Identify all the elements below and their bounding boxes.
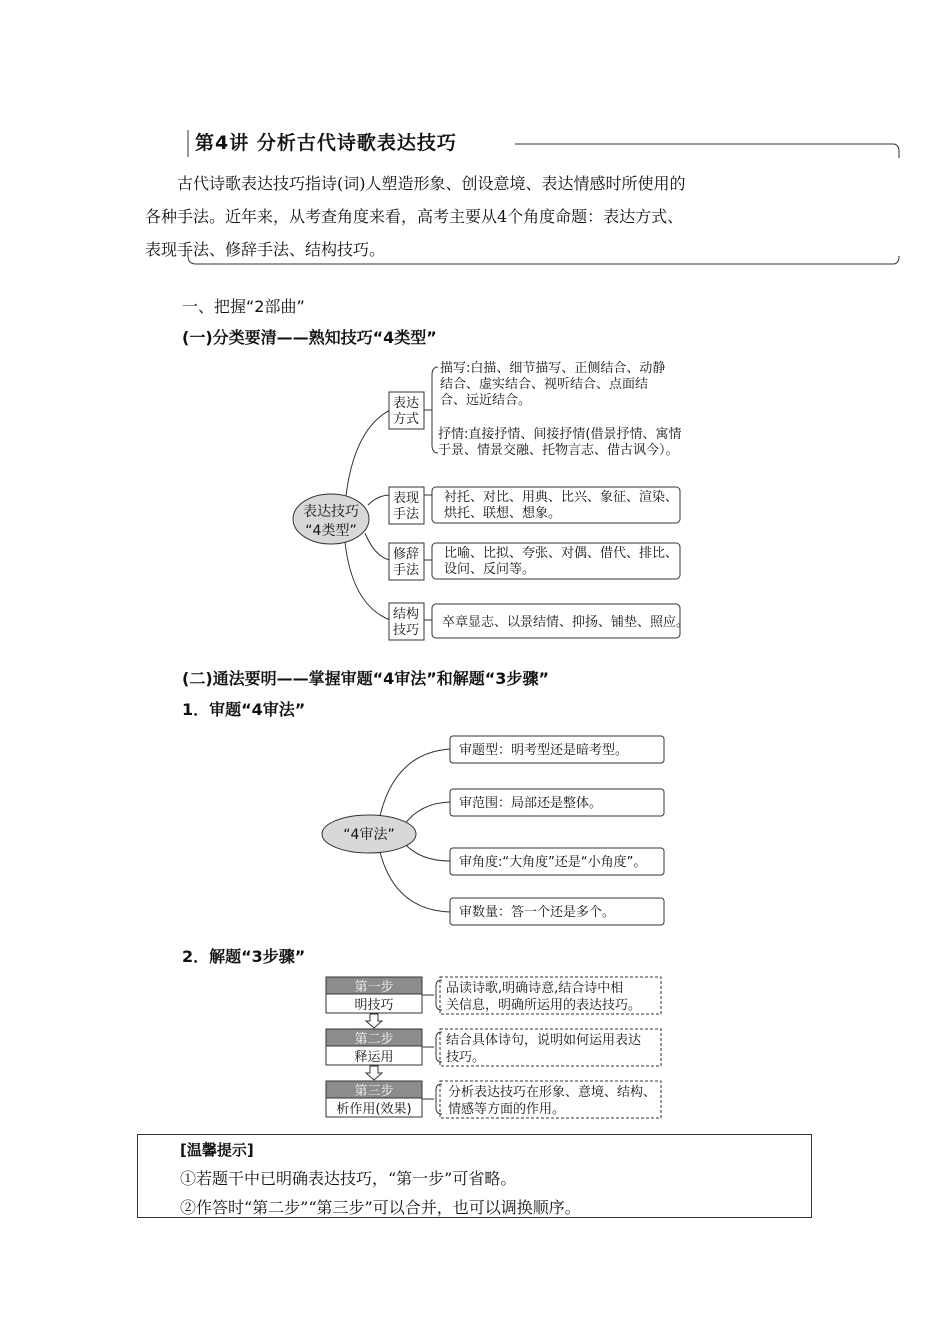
branch-label: 方式 <box>392 412 420 427</box>
branch-label: 表现 <box>392 491 420 506</box>
center-line: “4类型” <box>305 523 357 539</box>
lesson-intro <box>145 167 835 266</box>
step-name: 析作用(效果) <box>336 1102 412 1117</box>
step-desc: 技巧。 <box>446 1050 486 1065</box>
detail-line: 卒章显志、以景结情、抑扬、铺垫、照应。 <box>442 615 690 630</box>
intro-line: 表现手法、修辞手法、结构技巧。 <box>145 240 386 259</box>
section-heading: 一、把握“2部曲” <box>182 297 305 316</box>
steps-diagram <box>0 970 950 1125</box>
branch-label: 结构 <box>392 607 420 622</box>
tip-title: [温馨提示] <box>180 1141 254 1159</box>
step-desc: 品读诗歌,明确诗意,结合诗中相 <box>446 981 624 996</box>
step-desc: 分析表达技巧在形象、意境、结构、 <box>448 1085 657 1100</box>
detail-line: 合、远近结合。 <box>440 393 532 408</box>
tip-line: ②作答时“第二步”“第三步”可以合并，也可以调换顺序。 <box>180 1198 581 1217</box>
intro-line: 各种手法。近年来，从考查角度来看，高考主要从4个角度命题：表达方式、 <box>145 207 684 226</box>
sub1-heading: 1．审题“4审法” <box>182 700 306 719</box>
review-item: 审范围：局部还是整体。 <box>459 796 603 811</box>
step-desc: 情感等方面的作用。 <box>448 1102 566 1117</box>
center-line: 表达技巧 <box>303 504 359 520</box>
detail-line: 衬托、对比、用典、比兴、象征、渲染、 <box>444 490 679 505</box>
detail-line: 描写:白描、细节描写、正侧结合、动静 <box>440 361 666 376</box>
branch-label: 修辞 <box>392 547 420 562</box>
detail-line: 抒情:直接抒情、间接抒情(借景抒情、寓情 <box>438 427 682 442</box>
detail-line: 比喻、比拟、夸张、对偶、借代、排比、 <box>444 546 679 561</box>
branch-label: 表达 <box>392 396 420 411</box>
detail-line: 设问、反问等。 <box>444 562 536 577</box>
part1-heading: (一)分类要清——熟知技巧“4类型” <box>182 328 437 347</box>
review-item: 审题型：明考型还是暗考型。 <box>459 743 629 758</box>
step-label: 第一步 <box>354 980 394 995</box>
step-desc: 结合具体诗句，说明如何运用表达 <box>446 1033 642 1048</box>
step-label: 第三步 <box>354 1084 394 1099</box>
review-item: 审角度:“大角度”还是“小角度”。 <box>459 855 647 870</box>
branch-label: 手法 <box>392 563 420 578</box>
detail-line: 结合、虚实结合、视听结合、点面结 <box>440 377 649 392</box>
step-desc: 关信息，明确所运用的表达技巧。 <box>446 998 642 1013</box>
step-label: 第二步 <box>354 1032 394 1047</box>
step-name: 释运用 <box>354 1050 394 1065</box>
part2-heading: (二)通法要明——掌握审题“4审法”和解题“3步骤” <box>182 669 549 688</box>
detail-line: 烘托、联想、想象。 <box>444 506 562 521</box>
review-item: 审数量：答一个还是多个。 <box>459 905 616 920</box>
tip-line: ①若题干中已明确表达技巧，“第一步”可省略。 <box>180 1169 517 1188</box>
branch-label: 技巧 <box>392 623 420 638</box>
review-diagram <box>0 725 950 930</box>
sub2-heading: 2．解题“3步骤” <box>182 947 306 966</box>
types-diagram <box>0 355 950 650</box>
intro-line: 古代诗歌表达技巧指诗(词)人塑造形象、创设意境、表达情感时所使用的 <box>177 174 686 193</box>
step-name: 明技巧 <box>354 998 394 1013</box>
review-center-text: “4审法” <box>343 827 395 843</box>
lesson-title: 第4讲 分析古代诗歌表达技巧 <box>195 132 457 154</box>
detail-line: 于景、情景交融、托物言志、借古讽今）。 <box>438 443 679 458</box>
branch-label: 手法 <box>392 507 420 522</box>
